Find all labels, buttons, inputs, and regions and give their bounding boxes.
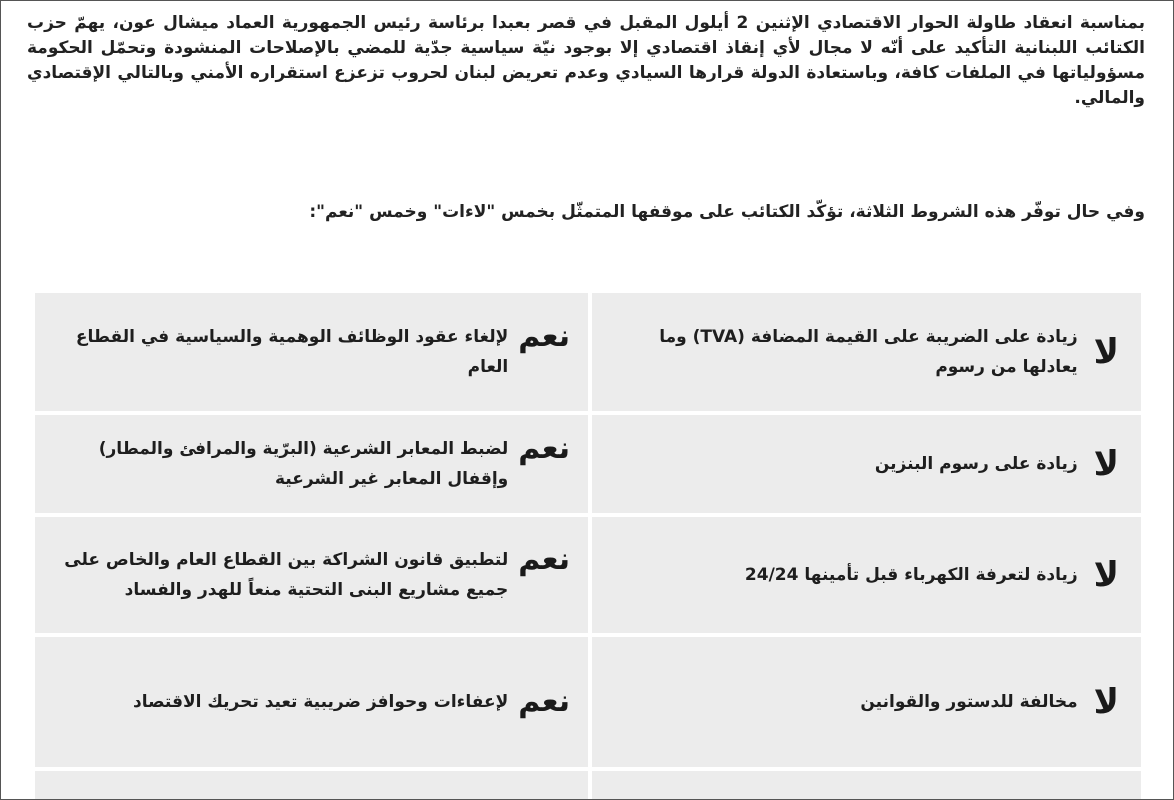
yes-label: نعم xyxy=(518,431,570,466)
no-label: لا xyxy=(1093,332,1119,372)
yes-label: نعم xyxy=(518,684,570,719)
no-item-2 xyxy=(588,415,1141,517)
intro-paragraph: بمناسبة انعقاد طاولة الحوار الاقتصادي الإثنين 2 أيلول المقبل في قصر بعبدا برئاسة رئيس الجمهورية العماد ميشال عون، يهمّ حزب الكتائب اللبنانية التأكيد على أنّه لا مجال لأي إنقاذ اقتصادي إلا بوجود نيّة سياسية جدّية للمضي بالإصلاحات المنشودة وتحمّل الحكومة مسؤولياتها في الملفات كافة، وباستعادة الدولة قرارها السيادي وعدم تعريض لبنان لحروب تزعزع استقراره الأمني وبالتالي الإقتصادي والمالي. xyxy=(27,13,1145,108)
no-label: لا xyxy=(1093,555,1119,595)
no-label: لا xyxy=(1093,444,1119,484)
yes-item-text: لإلغاء عقود الوظائف الوهمية والسياسية في القطاع العام xyxy=(75,327,509,377)
yes-item-2 xyxy=(35,415,588,517)
yes-item-5 xyxy=(35,771,588,800)
yes-label: نعم xyxy=(518,542,570,577)
yes-item-text: لتطبيق قانون الشراكة بين القطاع العام والخاص على جميع مشاريع البنى التحتية منعاً للهدر والفساد xyxy=(64,550,509,600)
no-item-text: زيادة لتعرفة الكهرباء قبل تأمينها 24/24 xyxy=(744,565,1078,585)
no-item-4 xyxy=(588,637,1141,771)
no-item-text: زيادة على رسوم البنزين xyxy=(874,454,1078,474)
yes-item-text: لإعفاءات وحوافز ضريبية تعيد تحريك الاقتصاد xyxy=(133,692,509,712)
no-label: لا xyxy=(1093,682,1119,722)
yes-item-1 xyxy=(35,293,588,415)
yes-item-text: لضبط المعابر الشرعية (البرّية والمرافئ والمطار) وإقفال المعابر غير الشرعية xyxy=(98,439,509,489)
yes-label: نعم xyxy=(518,319,570,354)
conditions-paragraph: وفي حال توفّر هذه الشروط الثلاثة، تؤكّد الكتائب على موقفها المتمثّل بخمس "لاءات" وخمس "نعم": xyxy=(309,202,1145,222)
no-item-text: زيادة على الضريبة على القيمة المضافة (TVA) وما يعادلها من رسوم xyxy=(659,327,1078,377)
no-item-3 xyxy=(588,517,1141,637)
positions-table xyxy=(35,293,1141,800)
yes-item-3 xyxy=(35,517,588,637)
no-item-text: مخالفة للدستور والقوانين xyxy=(860,692,1078,712)
no-item-1 xyxy=(588,293,1141,415)
yes-item-4 xyxy=(35,637,588,771)
no-item-5 xyxy=(588,771,1141,800)
